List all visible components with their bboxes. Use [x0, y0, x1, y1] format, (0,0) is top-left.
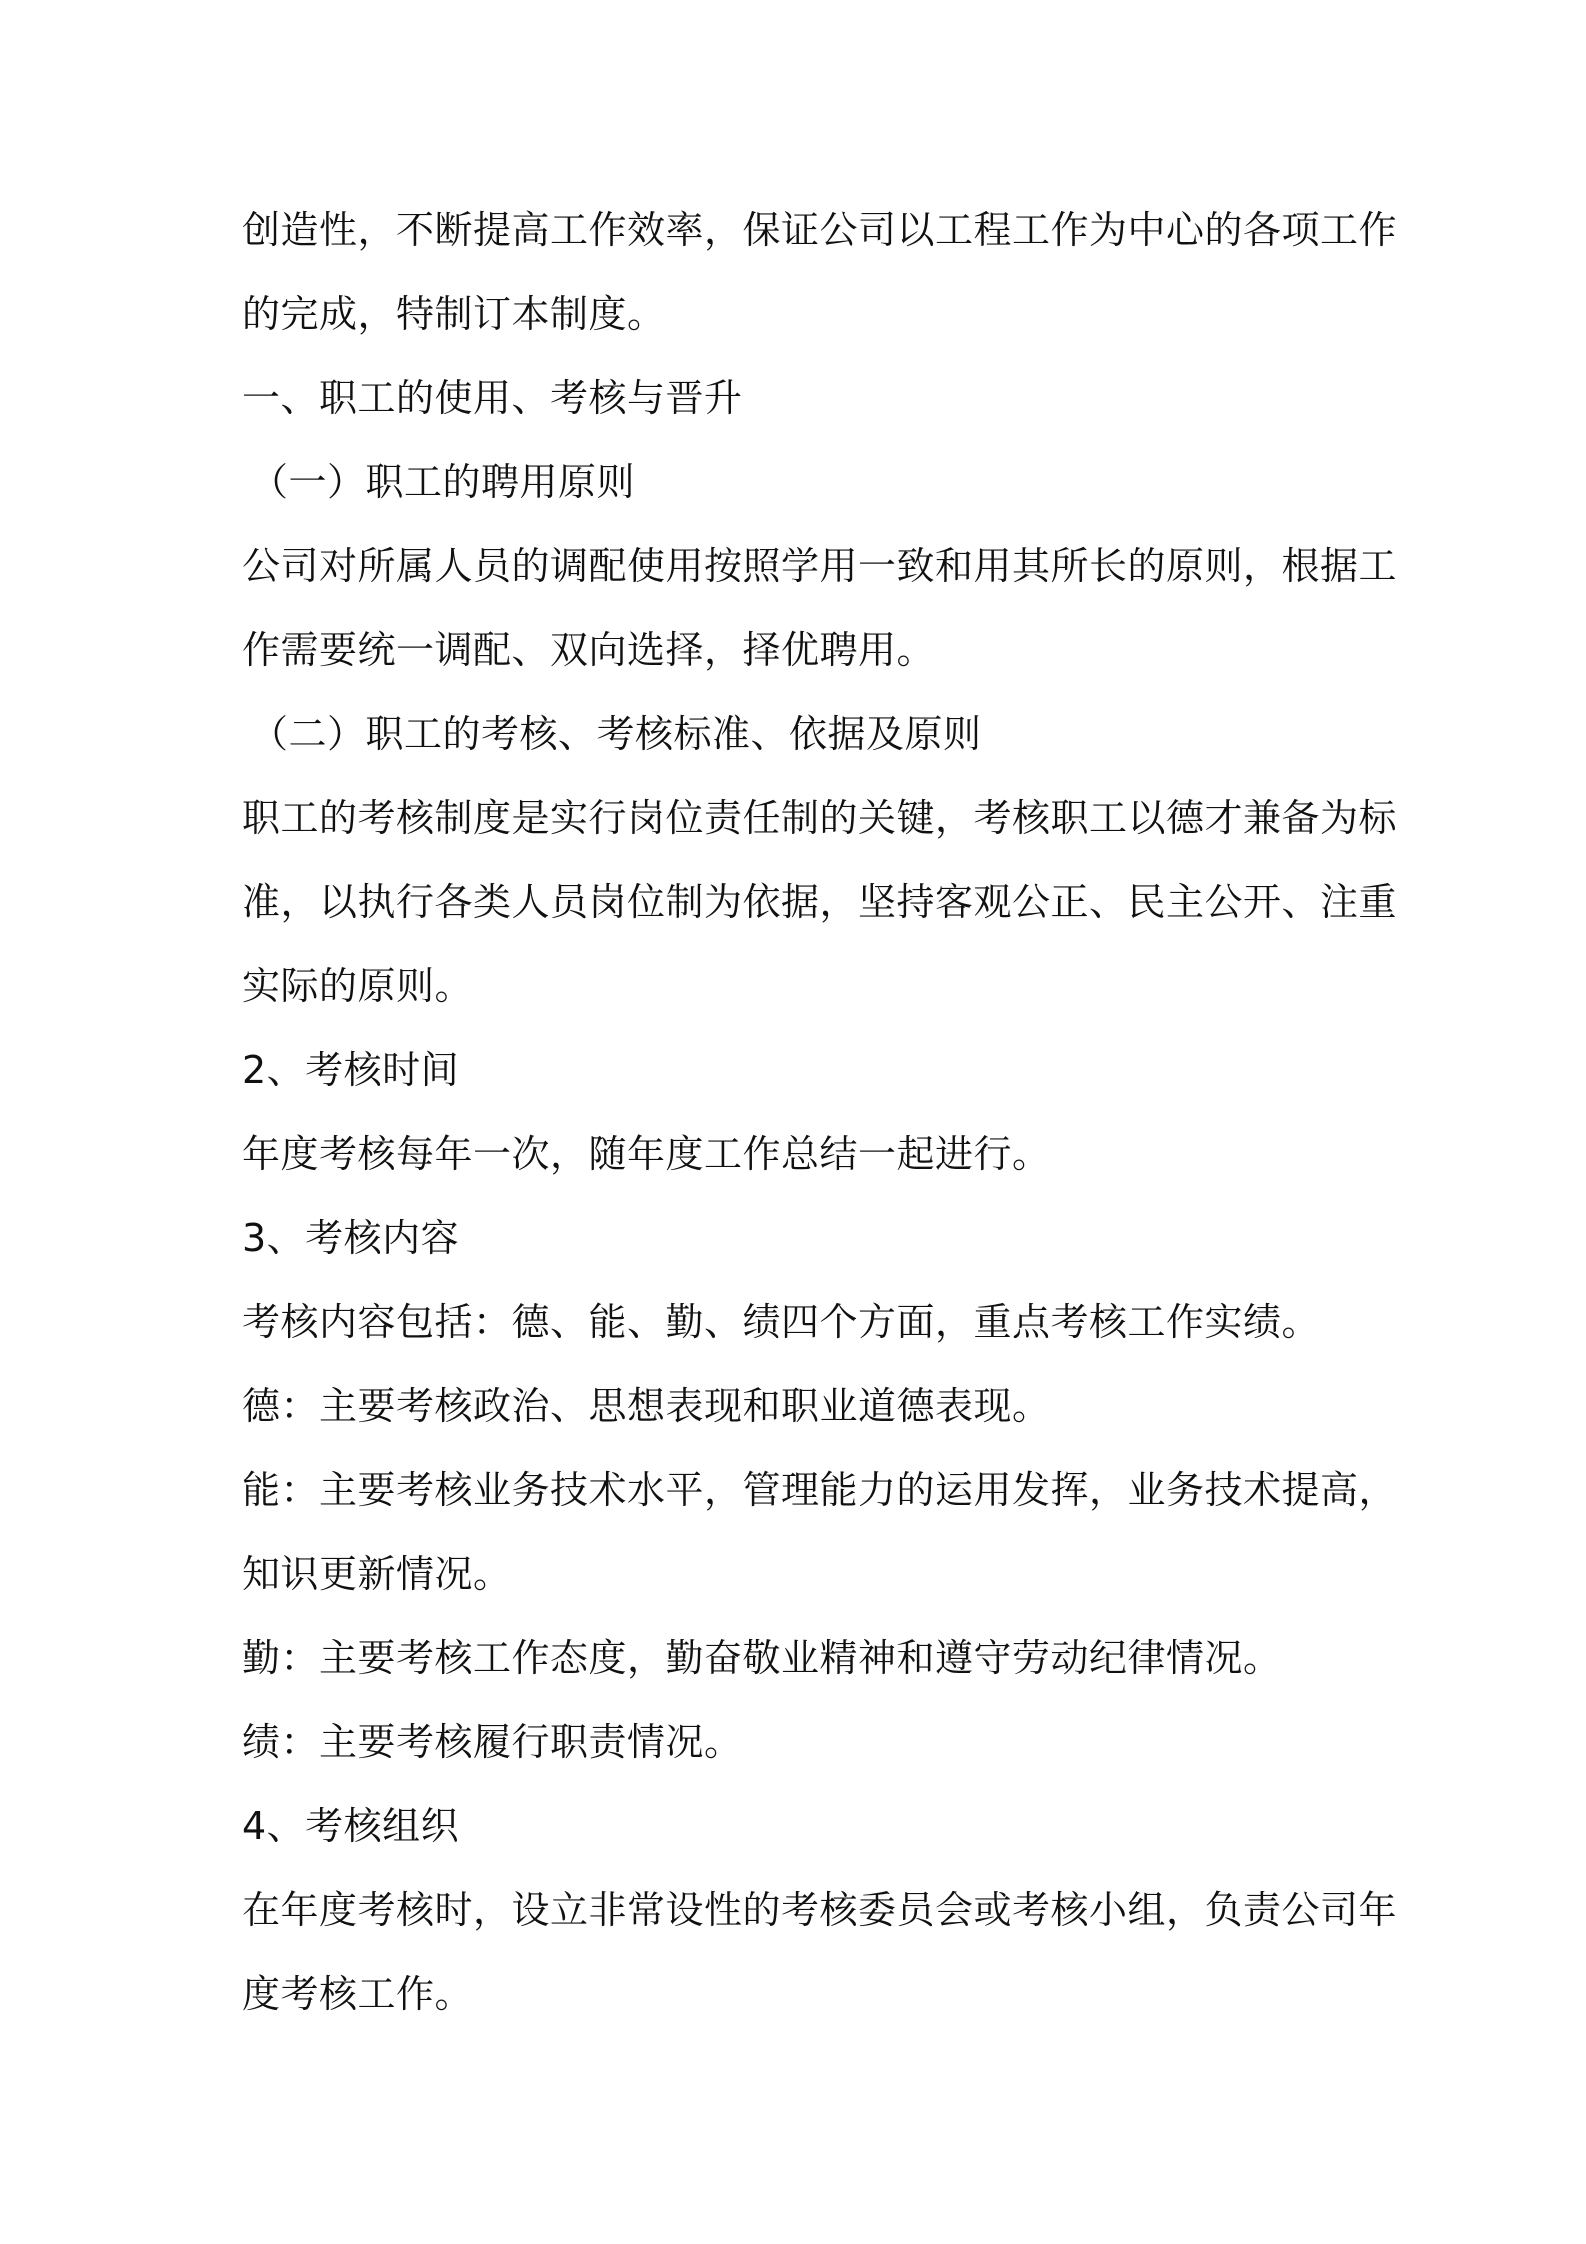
- paragraph-line: 能：主要考核业务技术水平，管理能力的运用发挥，业务技术提高，: [242, 1468, 1398, 1512]
- paragraph-line: 度考核工作。: [242, 1972, 474, 2016]
- subsection-heading: （一）职工的聘用原则: [250, 460, 636, 504]
- subsection-heading: （二）职工的考核、考核标准、依据及原则: [250, 712, 982, 756]
- item-heading: 3、考核内容: [242, 1216, 460, 1260]
- section-heading: 一、职工的使用、考核与晋升: [242, 376, 743, 420]
- paragraph-line: 作需要统一调配、双向选择，择优聘用。: [242, 628, 936, 672]
- paragraph-line: 准，以执行各类人员岗位制为依据，坚持客观公正、民主公开、注重: [242, 880, 1398, 924]
- paragraph-line: 年度考核每年一次，随年度工作总结一起进行。: [242, 1132, 1051, 1176]
- paragraph-line: 在年度考核时，设立非常设性的考核委员会或考核小组，负责公司年: [242, 1888, 1398, 1932]
- paragraph-line: 知识更新情况。: [242, 1552, 512, 1596]
- paragraph-line: 勤：主要考核工作态度，勤奋敬业精神和遵守劳动纪律情况。: [242, 1636, 1282, 1680]
- paragraph-line: 绩：主要考核履行职责情况。: [242, 1720, 743, 1764]
- item-heading: 2、考核时间: [242, 1048, 460, 1092]
- paragraph-line: 实际的原则。: [242, 964, 474, 1008]
- paragraph-line: 创造性，不断提高工作效率，保证公司以工程工作为中心的各项工作: [242, 208, 1398, 252]
- paragraph-line: 的完成，特制订本制度。: [242, 292, 666, 336]
- item-heading: 4、考核组织: [242, 1804, 460, 1848]
- paragraph-line: 职工的考核制度是实行岗位责任制的关键，考核职工以德才兼备为标: [242, 796, 1398, 840]
- paragraph-line: 公司对所属人员的调配使用按照学用一致和用其所长的原则，根据工: [242, 544, 1398, 588]
- paragraph-line: 考核内容包括：德、能、勤、绩四个方面，重点考核工作实绩。: [242, 1300, 1321, 1344]
- paragraph-line: 德：主要考核政治、思想表现和职业道德表现。: [242, 1384, 1051, 1428]
